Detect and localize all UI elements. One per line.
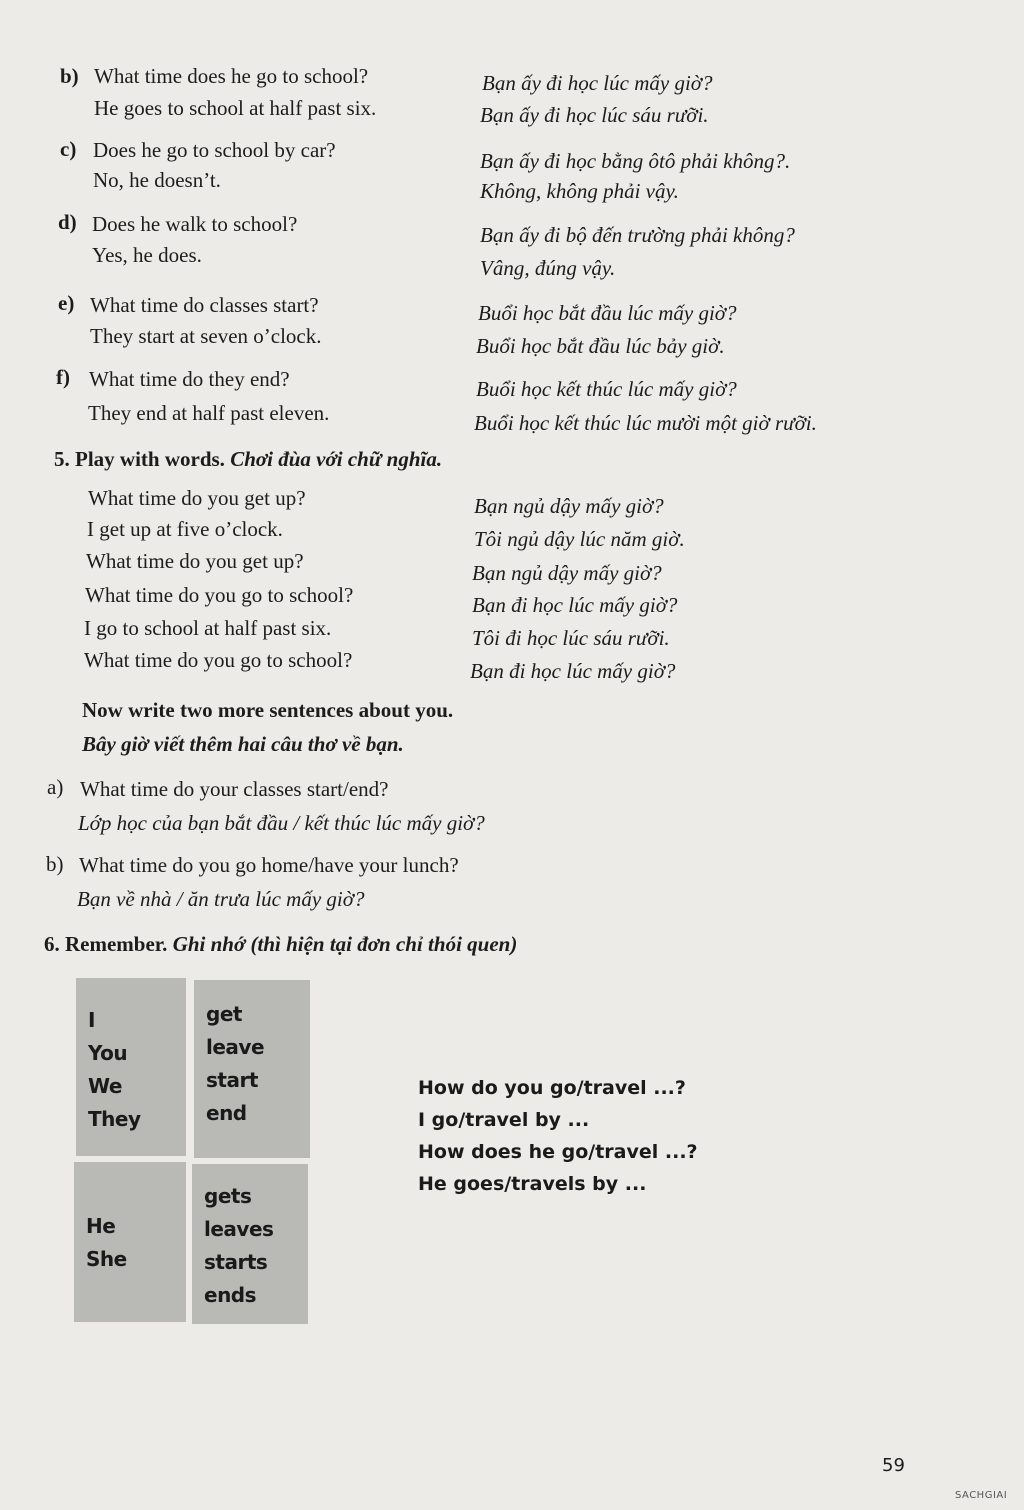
verb-box-s — [192, 1164, 308, 1324]
pronoun: He — [86, 1214, 116, 1238]
poem-line-vi: Bạn ngủ dậy mấy giờ? — [474, 494, 664, 518]
qa-letter: b) — [60, 64, 79, 88]
section-5-heading: 5. Play with words. Chơi đùa với chữ nghĩa. — [54, 447, 443, 471]
verb-box-base — [194, 980, 310, 1158]
write-instruction-en: Now write two more sentences about you. — [82, 698, 454, 722]
qa-answer-vi: Không, không phải vậy. — [480, 179, 679, 203]
verb: end — [206, 1101, 247, 1125]
qa-letter: d) — [58, 210, 77, 234]
qa-answer-vi: Vâng, đúng vậy. — [480, 256, 616, 280]
travel-line: How does he go/travel ...? — [418, 1141, 698, 1163]
section-6-heading: 6. Remember. Ghi nhớ (thì hiện tại đơn chỉ thói quen) — [44, 932, 518, 956]
pronoun: We — [88, 1074, 122, 1098]
pronoun: You — [88, 1041, 128, 1065]
verb: start — [206, 1068, 258, 1092]
verb: gets — [204, 1184, 252, 1208]
pronoun: She — [86, 1247, 127, 1271]
qa-question-vi: Buổi học bắt đầu lúc mấy giờ? — [478, 301, 737, 325]
travel-line: He goes/travels by ... — [418, 1173, 647, 1195]
write-question-vi: Lớp học của bạn bắt đầu / kết thúc lúc mấy giờ? — [78, 811, 485, 835]
qa-answer-vi: Bạn ấy đi học lúc sáu rưỡi. — [480, 103, 709, 127]
write-letter: b) — [46, 852, 64, 876]
write-question-en: What time do you go home/have your lunch? — [79, 853, 459, 877]
poem-line-vi: Bạn ngủ dậy mấy giờ? — [472, 561, 662, 585]
qa-question-vi: Bạn ấy đi bộ đến trường phải không? — [480, 223, 795, 247]
write-question-vi: Bạn về nhà / ăn trưa lúc mấy giờ? — [77, 887, 365, 911]
poem-line-en: I get up at five o’clock. — [87, 517, 283, 541]
qa-question-en: What time do they end? — [89, 367, 290, 391]
write-letter: a) — [47, 775, 64, 799]
qa-answer-en: He goes to school at half past six. — [94, 96, 377, 120]
poem-line-vi: Tôi đi học lúc sáu rưỡi. — [472, 626, 670, 650]
poem-line-en: I go to school at half past six. — [84, 616, 332, 640]
qa-question-vi: Bạn ấy đi học bằng ôtô phải không?. — [480, 149, 791, 173]
poem-line-en: What time do you go to school? — [84, 648, 353, 672]
pronoun-box-plural — [76, 978, 186, 1156]
verb: leave — [206, 1035, 265, 1059]
verb: starts — [204, 1250, 268, 1274]
verb: ends — [204, 1283, 257, 1307]
qa-question-en: Does he walk to school? — [92, 212, 298, 236]
verb: leaves — [204, 1217, 274, 1241]
qa-question-en: Does he go to school by car? — [93, 138, 336, 162]
poem-line-vi: Tôi ngủ dậy lúc năm giờ. — [474, 527, 685, 551]
watermark-logo: SACHGIAI — [955, 1490, 1008, 1501]
qa-answer-vi: Buổi học bắt đầu lúc bảy giờ. — [476, 334, 725, 358]
pronoun-box-third — [74, 1162, 186, 1322]
pronoun: They — [88, 1107, 141, 1131]
write-instruction-vi: Bây giờ viết thêm hai câu thơ về bạn. — [82, 732, 404, 756]
poem-line-vi: Bạn đi học lúc mấy giờ? — [472, 593, 678, 617]
qa-answer-en: No, he doesn’t. — [93, 168, 221, 192]
travel-line: How do you go/travel ...? — [418, 1077, 686, 1099]
page-number: 59 — [882, 1455, 905, 1476]
qa-answer-vi: Buổi học kết thúc lúc mười một giờ rưỡi. — [474, 411, 817, 435]
qa-question-vi: Bạn ấy đi học lúc mấy giờ? — [482, 71, 713, 95]
travel-line: I go/travel by ... — [418, 1109, 590, 1131]
qa-question-en: What time do classes start? — [90, 293, 319, 317]
qa-question-en: What time does he go to school? — [94, 64, 369, 88]
poem-line-en: What time do you go to school? — [85, 583, 354, 607]
qa-letter: e) — [58, 291, 75, 315]
verb: get — [206, 1002, 242, 1026]
qa-letter: f) — [56, 365, 70, 389]
qa-question-vi: Buổi học kết thúc lúc mấy giờ? — [476, 377, 737, 401]
qa-answer-en: They end at half past eleven. — [88, 401, 330, 425]
qa-answer-en: They start at seven o’clock. — [90, 324, 322, 348]
poem-line-en: What time do you get up? — [88, 486, 306, 510]
pronoun: I — [88, 1008, 95, 1032]
poem-line-en: What time do you get up? — [86, 549, 304, 573]
qa-letter: c) — [60, 137, 77, 161]
poem-line-vi: Bạn đi học lúc mấy giờ? — [470, 659, 676, 683]
write-question-en: What time do your classes start/end? — [80, 777, 389, 801]
qa-answer-en: Yes, he does. — [92, 243, 202, 267]
travel-phrases — [418, 1072, 698, 1200]
